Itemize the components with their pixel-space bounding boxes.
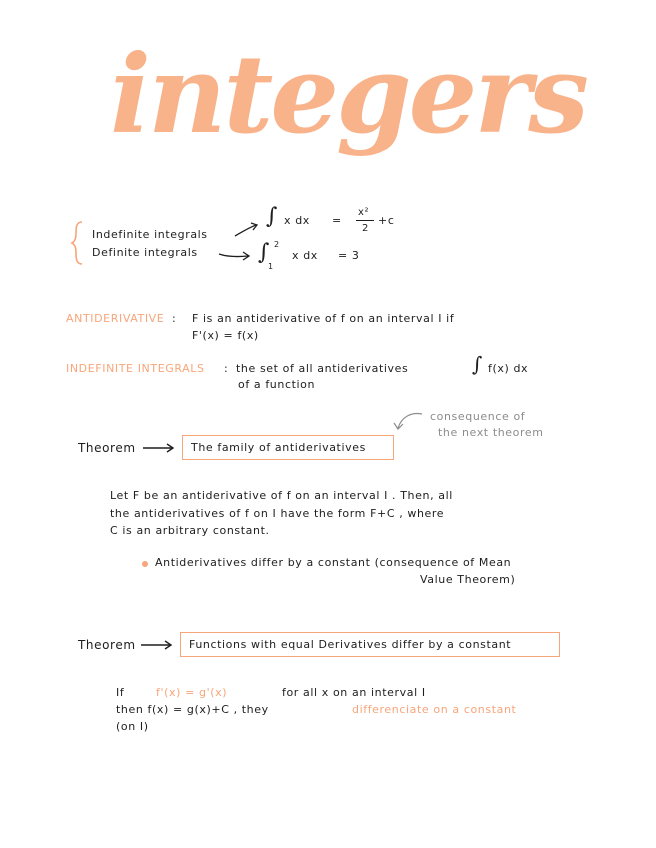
page-title: integers (110, 32, 587, 158)
definite-lower-bound: 1 (268, 262, 274, 271)
bullet-dot-icon (142, 561, 148, 567)
indefinite-constant: +c (378, 214, 395, 227)
indefinite-equals: = (332, 214, 342, 227)
left-brace-icon (72, 220, 84, 266)
theorem-2-title-box: Functions with equal Derivatives differ by a constant (180, 632, 560, 657)
theorem-1-line2: the antiderivatives of f on I have the form F+C , where (110, 507, 445, 520)
fraction-bar (356, 220, 374, 221)
indefinite-notation: f(x) dx (488, 362, 529, 375)
theorem-1-line1: Let F be an antiderivative of f on an interval I . Then, all (110, 489, 453, 502)
antiderivative-definition-line1: F is an antiderivative of f on an interval I if (192, 312, 455, 325)
theorem-1-label: Theorem (78, 441, 136, 455)
arrow-icon (142, 443, 176, 453)
indefinite-colon: : (224, 362, 229, 375)
indefinite-definition-line2: of a function (238, 378, 316, 391)
indefinite-definition-line1: the set of all antiderivatives (236, 362, 409, 375)
indefinite-integrals-term: INDEFINITE INTEGRALS (66, 362, 205, 375)
theorem-1-bullet-line2: Value Theorem) (420, 573, 516, 586)
definite-upper-bound: 2 (274, 240, 280, 249)
theorem-2-condition: f'(x) = g'(x) (156, 686, 228, 699)
definite-integrals-label: Definite integrals (92, 246, 198, 259)
arrow-icon (140, 640, 174, 650)
indefinite-integrals-label: Indefinite integrals (92, 228, 208, 241)
fraction-numerator: x² (358, 207, 370, 218)
theorem-2-line3: (on I) (116, 720, 149, 733)
theorem-1-line3: C is an arbitrary constant. (110, 524, 270, 537)
theorem-2-line2-highlight: differenciate on a constant (352, 703, 517, 716)
antiderivative-colon: : (172, 312, 177, 325)
theorem-2-if-word: If (116, 686, 125, 699)
integral-sign: ∫ (266, 204, 278, 229)
antiderivative-definition-line2: F'(x) = f(x) (192, 329, 259, 342)
theorem-2-line2-start: then f(x) = g(x)+C , they (116, 703, 269, 716)
indefinite-integrand: x dx (284, 214, 310, 227)
integral-sign: ∫ (258, 240, 270, 265)
curved-arrow-icon (392, 410, 424, 432)
note-line2: the next theorem (438, 426, 544, 439)
definite-result: = 3 (338, 249, 360, 262)
integral-sign: ∫ (472, 352, 483, 376)
definite-integrand: x dx (292, 249, 318, 262)
theorem-1-bullet-line1: Antiderivatives differ by a constant (consequence of Mean (155, 556, 512, 569)
fraction-denominator: 2 (362, 223, 369, 234)
theorem-2-label: Theorem (78, 638, 136, 652)
antiderivative-term: ANTIDERIVATIVE (66, 312, 165, 325)
arrow-icon (234, 222, 262, 238)
note-line1: consequence of (430, 410, 526, 423)
theorem-2-line1-rest: for all x on an interval I (282, 686, 426, 699)
arrow-icon (218, 250, 252, 262)
theorem-1-title-box: The family of antiderivatives (182, 435, 394, 460)
